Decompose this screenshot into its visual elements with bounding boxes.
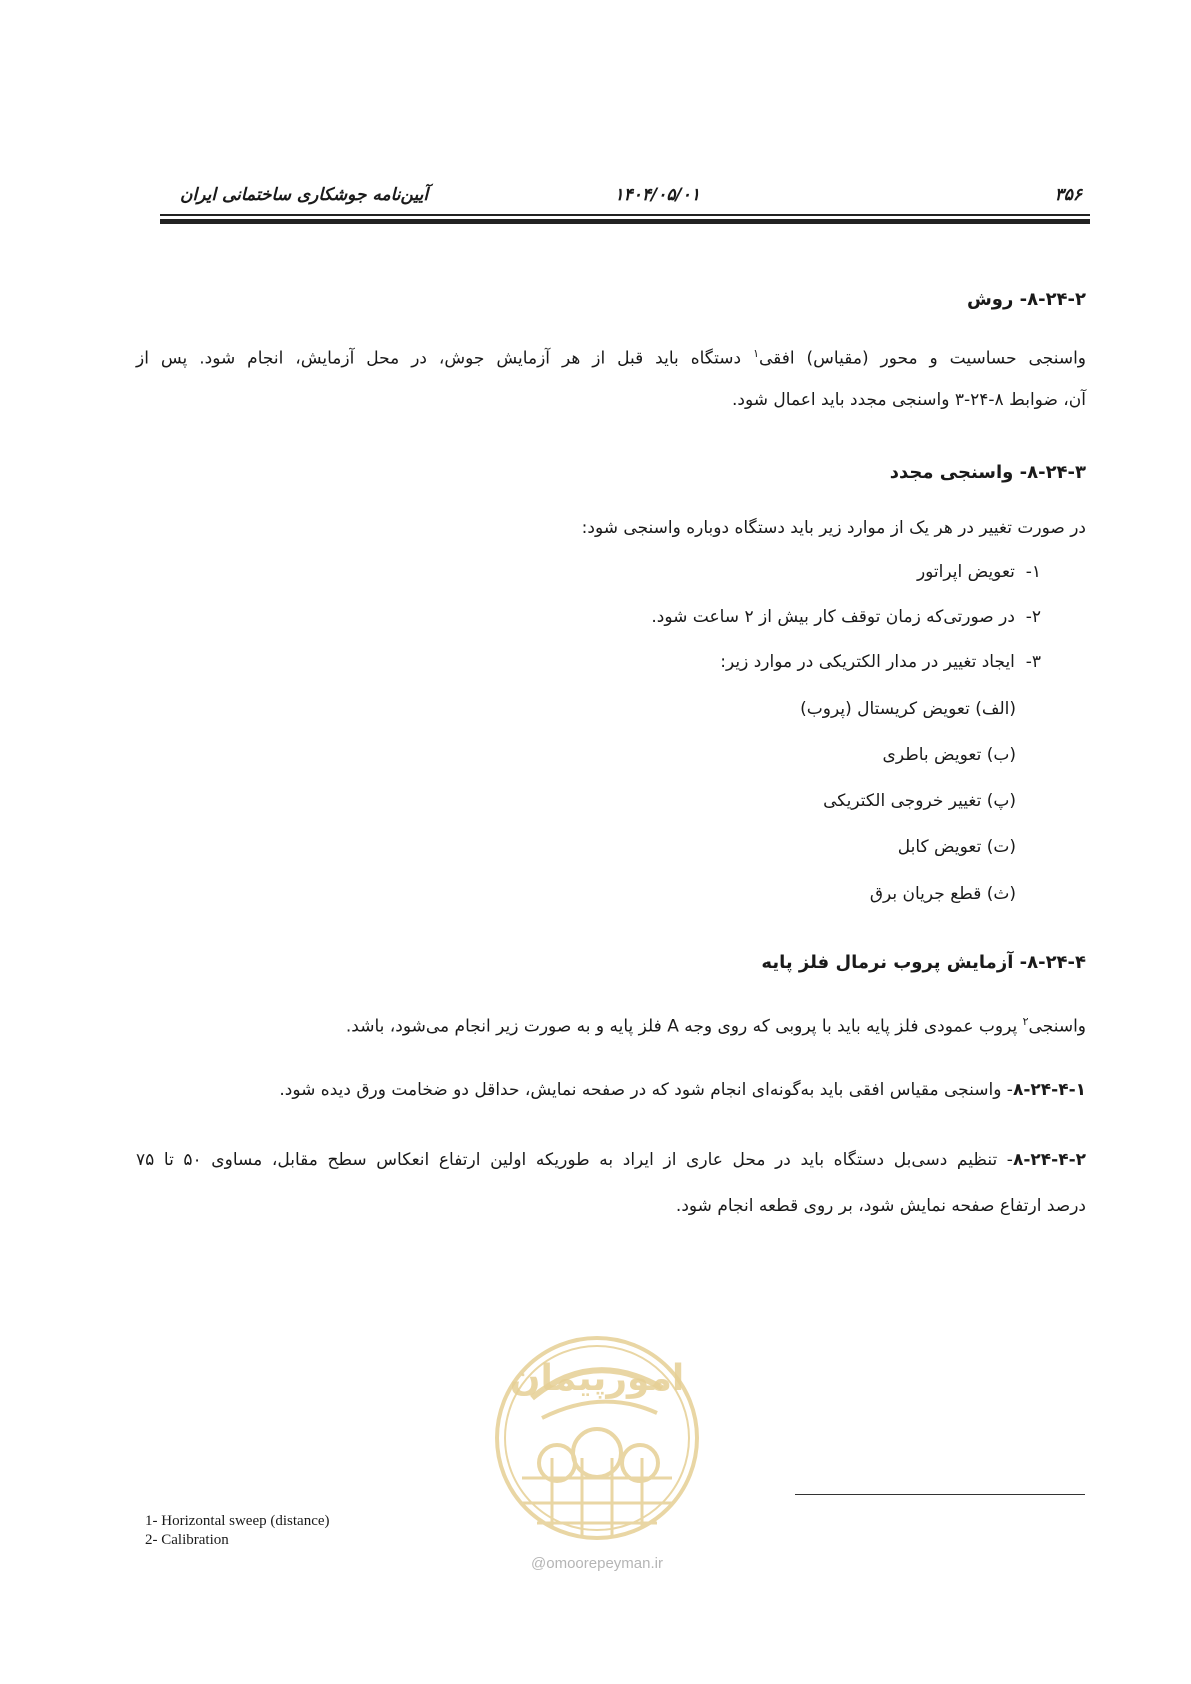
section-heading-method: ۸-۲۴-۲- روش bbox=[966, 289, 1086, 310]
list-item: ۳- ایجاد تغییر در مدار الکتریکی در موارد زیر: bbox=[720, 652, 1041, 672]
header-rule-thick bbox=[160, 219, 1090, 224]
subsection-paragraph: ۸-۲۴-۴-۱- واسنجی مقیاس افقی باید به‌گونه‌ای انجام شود که در صفحه نمایش، حداقل دو ضخامت ورق دیده شود. bbox=[279, 1080, 1086, 1100]
header-title: آیین‌نامه جوشکاری ساختمانی ایران bbox=[180, 185, 429, 205]
sub-list-item: (ث) قطع جریان برق bbox=[869, 884, 1016, 904]
sub-list-item: (ب) تعویض باطری bbox=[882, 745, 1016, 765]
sub-list-item: (ت) تعویض کابل bbox=[897, 837, 1016, 857]
header-rule-thin bbox=[160, 214, 1090, 216]
section-heading-normal-probe: ۸-۲۴-۴- آزمایش پروب نرمال فلز پایه bbox=[761, 952, 1086, 973]
footnote-1: 1- Horizontal sweep (distance) bbox=[145, 1513, 330, 1529]
paragraph-line: آن، ضوابط ۸-۲۴-۳ واسنجی مجدد باید اعمال شود. bbox=[732, 390, 1086, 410]
paragraph-line: درصد ارتفاع صفحه نمایش شود، بر روی قطعه انجام شود. bbox=[675, 1196, 1086, 1216]
paragraph-line: در صورت تغییر در هر یک از موارد زیر باید دستگاه دوباره واسنجی شود: bbox=[581, 518, 1086, 538]
footnotes bbox=[145, 1512, 330, 1550]
footnote-2: 2- Calibration bbox=[145, 1532, 229, 1548]
page-header bbox=[160, 185, 1090, 209]
footnote-rule bbox=[795, 1494, 1085, 1495]
page-number: ۳۵۶ bbox=[1054, 185, 1082, 205]
sub-list-item: (الف) تعویض کریستال (پروب) bbox=[800, 699, 1016, 719]
watermark-logo-text: امورپیمان bbox=[509, 1358, 685, 1399]
watermark-logo bbox=[492, 1328, 702, 1558]
subsection-paragraph: ۸-۲۴-۴-۲- تنظیم دسی‌بل دستگاه باید در محل عاری از ایراد به طوریکه اولین ارتفاع انعکاس سطح مقابل، مساوی ۵۰ تا ۷۵ bbox=[136, 1150, 1086, 1170]
list-item: ۲- در صورتی‌که زمان توقف کار بیش از ۲ ساعت شود. bbox=[651, 607, 1041, 627]
watermark-url: @omoorepeyman.ir bbox=[531, 1555, 663, 1572]
header-date: ۱۴۰۴/۰۵/۰۱ bbox=[614, 185, 700, 205]
paragraph-line: واسنجی$^۲$ پروب عمودی فلز پایه باید با پروبی که روی وجه A فلز پایه و به صورت زیر انجام می‌شود، باشد. bbox=[345, 1015, 1086, 1037]
section-heading-recalibration: ۸-۲۴-۳- واسنجی مجدد bbox=[889, 462, 1086, 483]
paragraph-line: واسنجی حساسیت و محور (مقیاس) افقی$^۱$ دستگاه باید قبل از هر آزمایش جوش، در محل آزمایش، انجام شود. پس از bbox=[136, 347, 1086, 369]
sub-list-item: (پ) تغییر خروجی الکتریکی bbox=[823, 791, 1016, 811]
list-item: ۱- تعویض اپراتور bbox=[916, 562, 1041, 582]
